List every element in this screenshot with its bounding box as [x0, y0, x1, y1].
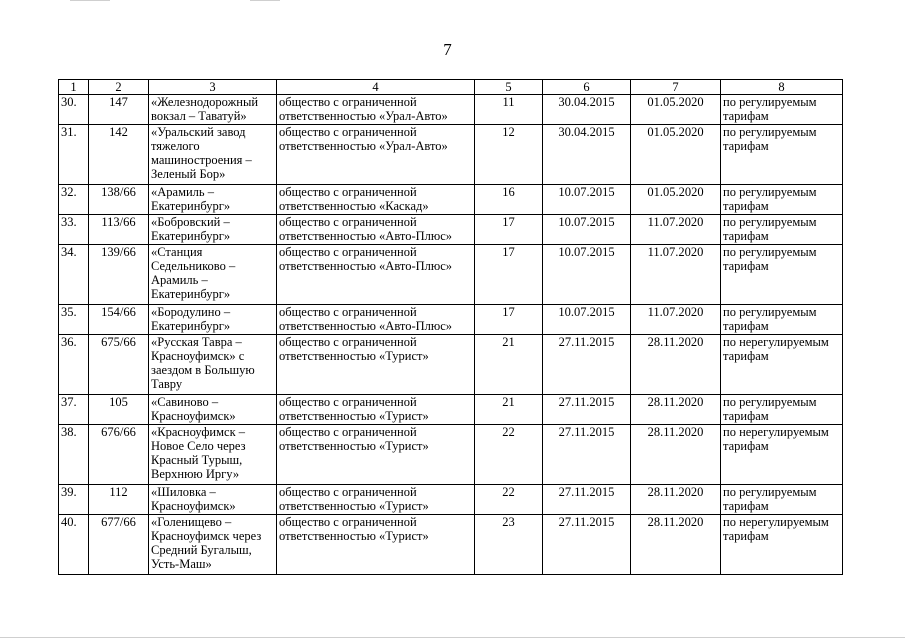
registration-number-cell: 154/66 [89, 305, 149, 335]
end-date-cell: 28.11.2020 [631, 485, 721, 515]
start-date-cell: 10.07.2015 [543, 185, 631, 215]
vehicle-count-cell: 23 [475, 515, 543, 575]
start-date-cell: 30.04.2015 [543, 125, 631, 185]
header-cell: 4 [277, 80, 475, 95]
start-date-cell: 10.07.2015 [543, 305, 631, 335]
carrier-name-cell: общество с ограниченной ответственностью «Турист» [277, 425, 475, 485]
end-date-cell: 28.11.2020 [631, 395, 721, 425]
end-date-cell: 11.07.2020 [631, 305, 721, 335]
start-date-cell: 10.07.2015 [543, 215, 631, 245]
header-row [59, 80, 843, 95]
table-row [59, 245, 843, 305]
tariff-type-cell: по регулируемым тарифам [721, 185, 843, 215]
header-cell: 2 [89, 80, 149, 95]
header-cell: 7 [631, 80, 721, 95]
route-name-cell: «Шиловка – Красноуфимск» [149, 485, 277, 515]
row-number-cell: 39. [59, 485, 89, 515]
carrier-name-cell: общество с ограниченной ответственностью «Авто-Плюс» [277, 245, 475, 305]
table-row [59, 515, 843, 575]
carrier-name-cell: общество с ограниченной ответственностью «Каскад» [277, 185, 475, 215]
start-date-cell: 10.07.2015 [543, 245, 631, 305]
carrier-name-cell: общество с ограниченной ответственностью «Урал-Авто» [277, 95, 475, 125]
row-number-cell: 33. [59, 215, 89, 245]
registration-number-cell: 677/66 [89, 515, 149, 575]
carrier-name-cell: общество с ограниченной ответственностью «Турист» [277, 515, 475, 575]
tariff-type-cell: по регулируемым тарифам [721, 245, 843, 305]
row-number-cell: 34. [59, 245, 89, 305]
table-row [59, 305, 843, 335]
routes-table [58, 79, 843, 575]
vehicle-count-cell: 17 [475, 215, 543, 245]
table-row [59, 335, 843, 395]
end-date-cell: 11.07.2020 [631, 245, 721, 305]
carrier-name-cell: общество с ограниченной ответственностью «Авто-Плюс» [277, 305, 475, 335]
route-name-cell: «Голенищево – Красноуфимск через Средний Бугалыш, Усть-Маш» [149, 515, 277, 575]
vehicle-count-cell: 22 [475, 425, 543, 485]
route-name-cell: «Красноуфимск – Новое Село через Красный Турыш, Верхнюю Иргу» [149, 425, 277, 485]
registration-number-cell: 138/66 [89, 185, 149, 215]
tariff-type-cell: по нерегулируемым тарифам [721, 515, 843, 575]
table-row [59, 395, 843, 425]
tariff-type-cell: по регулируемым тарифам [721, 125, 843, 185]
start-date-cell: 27.11.2015 [543, 395, 631, 425]
route-name-cell: «Бородулино – Екатеринбург» [149, 305, 277, 335]
row-number-cell: 30. [59, 95, 89, 125]
end-date-cell: 28.11.2020 [631, 425, 721, 485]
row-number-cell: 37. [59, 395, 89, 425]
registration-number-cell: 105 [89, 395, 149, 425]
start-date-cell: 27.11.2015 [543, 335, 631, 395]
start-date-cell: 27.11.2015 [543, 425, 631, 485]
vehicle-count-cell: 22 [475, 485, 543, 515]
route-name-cell: «Бобровский – Екатеринбург» [149, 215, 277, 245]
row-number-cell: 38. [59, 425, 89, 485]
page-number: 7 [443, 40, 452, 59]
end-date-cell: 01.05.2020 [631, 185, 721, 215]
start-date-cell: 27.11.2015 [543, 485, 631, 515]
vehicle-count-cell: 17 [475, 305, 543, 335]
route-name-cell: «Русская Тавра – Красноуфимск» с заездом в Большую Тавру [149, 335, 277, 395]
tariff-type-cell: по регулируемым тарифам [721, 485, 843, 515]
vehicle-count-cell: 12 [475, 125, 543, 185]
vehicle-count-cell: 21 [475, 335, 543, 395]
tariff-type-cell: по регулируемым тарифам [721, 395, 843, 425]
row-number-cell: 35. [59, 305, 89, 335]
header-cell: 5 [475, 80, 543, 95]
carrier-name-cell: общество с ограниченной ответственностью «Турист» [277, 395, 475, 425]
header-cell: 8 [721, 80, 843, 95]
header-cell: 6 [543, 80, 631, 95]
vehicle-count-cell: 21 [475, 395, 543, 425]
table-row [59, 185, 843, 215]
row-number-cell: 40. [59, 515, 89, 575]
table-row [59, 215, 843, 245]
table-row [59, 95, 843, 125]
carrier-name-cell: общество с ограниченной ответственностью «Турист» [277, 485, 475, 515]
route-name-cell: «Железнодорожный вокзал – Таватуй» [149, 95, 277, 125]
carrier-name-cell: общество с ограниченной ответственностью «Авто-Плюс» [277, 215, 475, 245]
tariff-type-cell: по регулируемым тарифам [721, 215, 843, 245]
end-date-cell: 28.11.2020 [631, 335, 721, 395]
row-number-cell: 36. [59, 335, 89, 395]
tariff-type-cell: по нерегулируемым тарифам [721, 335, 843, 395]
route-name-cell: «Арамиль – Екатеринбург» [149, 185, 277, 215]
registration-number-cell: 676/66 [89, 425, 149, 485]
end-date-cell: 01.05.2020 [631, 95, 721, 125]
end-date-cell: 11.07.2020 [631, 215, 721, 245]
start-date-cell: 27.11.2015 [543, 515, 631, 575]
carrier-name-cell: общество с ограниченной ответственностью «Турист» [277, 335, 475, 395]
registration-number-cell: 139/66 [89, 245, 149, 305]
vehicle-count-cell: 16 [475, 185, 543, 215]
registration-number-cell: 142 [89, 125, 149, 185]
scan-artifact [70, 0, 110, 1]
scan-artifact [250, 0, 280, 1]
table-row [59, 425, 843, 485]
carrier-name-cell: общество с ограниченной ответственностью «Урал-Авто» [277, 125, 475, 185]
tariff-type-cell: по нерегулируемым тарифам [721, 425, 843, 485]
vehicle-count-cell: 17 [475, 245, 543, 305]
registration-number-cell: 112 [89, 485, 149, 515]
route-name-cell: «Станция Седельниково – Арамиль – Екатеринбург» [149, 245, 277, 305]
vehicle-count-cell: 11 [475, 95, 543, 125]
start-date-cell: 30.04.2015 [543, 95, 631, 125]
route-name-cell: «Савиново – Красноуфимск» [149, 395, 277, 425]
scan-artifact [0, 637, 905, 638]
header-cell: 3 [149, 80, 277, 95]
table-row [59, 485, 843, 515]
end-date-cell: 01.05.2020 [631, 125, 721, 185]
table-row [59, 125, 843, 185]
registration-number-cell: 675/66 [89, 335, 149, 395]
header-cell: 1 [59, 80, 89, 95]
row-number-cell: 31. [59, 125, 89, 185]
registration-number-cell: 147 [89, 95, 149, 125]
tariff-type-cell: по регулируемым тарифам [721, 95, 843, 125]
row-number-cell: 32. [59, 185, 89, 215]
tariff-type-cell: по регулируемым тарифам [721, 305, 843, 335]
registration-number-cell: 113/66 [89, 215, 149, 245]
end-date-cell: 28.11.2020 [631, 515, 721, 575]
route-name-cell: «Уральский завод тяжелого машиностроения – Зеленый Бор» [149, 125, 277, 185]
